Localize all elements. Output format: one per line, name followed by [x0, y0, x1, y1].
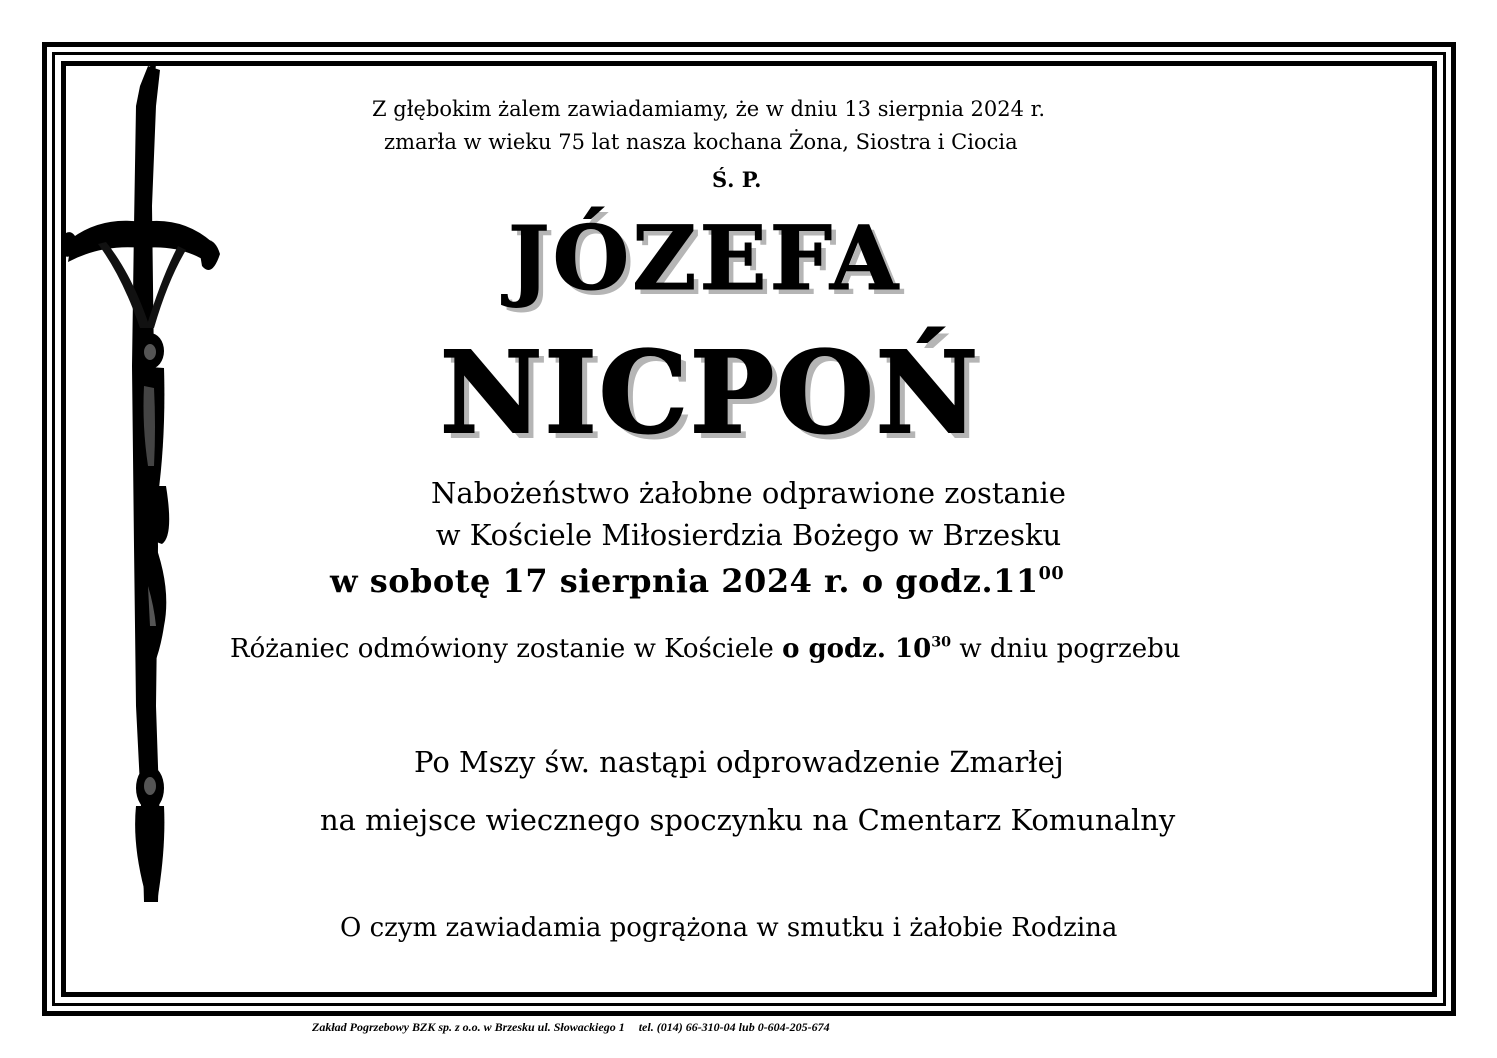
footer-company: Zakład Pogrzebowy BZK sp. z o.o. w Brzesku ul. Słowackiego 1 — [312, 1020, 625, 1034]
rosary-time — [782, 634, 951, 664]
rosary-time-text: o godz. 10 — [782, 634, 932, 664]
procession-line-2: na miejsce wiecznego spoczynku na Cmentarz Komunalny — [320, 803, 1176, 837]
service-date — [330, 562, 1064, 600]
first-name: JÓZEFA — [508, 206, 902, 310]
footer-phone: tel. (014) 66-310-04 lub 0-604-205-674 — [638, 1020, 830, 1034]
intro-line-1: Z głębokim żalem zawiadamiamy, że w dniu 13 sierpnia 2024 r. — [372, 97, 1046, 121]
rosary-line — [230, 634, 1180, 664]
footer — [312, 1020, 1032, 1035]
rosary-text-1: Różaniec odmówiony zostanie w Kościele — [230, 634, 774, 664]
service-line-2: w Kościele Miłosierdzia Bożego w Brzesku — [435, 518, 1062, 552]
rosary-text-2: w dniu pogrzebu — [959, 634, 1181, 664]
service-date-text: w sobotę 17 sierpnia 2024 r. o godz.11 — [330, 562, 1039, 600]
honorific: Ś. P. — [712, 167, 762, 192]
intro-line-2: zmarła w wieku 75 lat nasza kochana Żona, Siostra i Ciocia — [384, 130, 1018, 154]
rosary-time-minutes: 30 — [931, 634, 952, 651]
service-line-1: Nabożeństwo żałobne odprawione zostanie — [431, 476, 1066, 510]
last-name: NICPOŃ — [440, 328, 981, 459]
closing-line: O czym zawiadamia pogrążona w smutku i żałobie Rodzina — [340, 913, 1118, 943]
procession-line-1: Po Mszy św. nastąpi odprowadzenie Zmarłej — [414, 745, 1064, 779]
service-time-minutes: 00 — [1038, 562, 1065, 584]
